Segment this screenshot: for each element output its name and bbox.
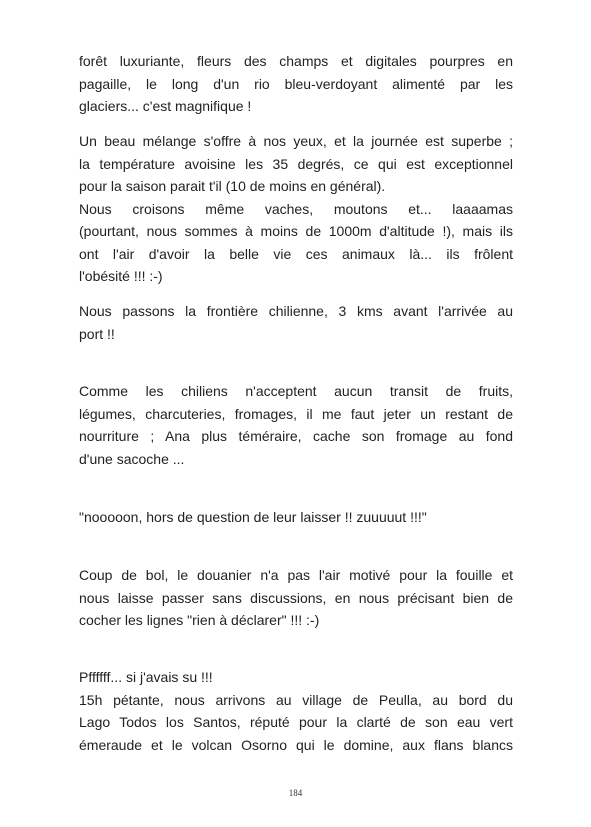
paragraph-6 — [79, 564, 513, 632]
text-line: 15h pétante, nous arrivons au village de Peulla, au bord du — [79, 691, 513, 708]
text-line: cocher les lignes "rien à déclarer" !!! :-) — [79, 612, 320, 628]
text-line: l'obésité !!! :-) — [79, 268, 163, 284]
text-line: émeraude et le volcan Osorno qui le domine, aux flans blancs — [79, 736, 513, 753]
text-line: pagaille, le long d'un rio bleu-verdoyant alimenté par les — [79, 75, 513, 92]
text-line: légumes, charcuteries, fromages, il me faut jeter un restant de — [79, 405, 513, 422]
text-line: nourriture ; Ana plus téméraire, cache son fromage au fond — [79, 428, 513, 444]
text-line: forêt luxuriante, fleurs des champs et digitales pourpres en — [79, 53, 513, 69]
page-number: 184 — [288, 788, 303, 798]
text-line: Nous croisons même vaches, moutons et... laaaamas — [79, 200, 513, 217]
text-line: (pourtant, nous sommes à moins de 1000m d'altitude !), mais ils — [79, 223, 513, 239]
text-line: ont l'air d'avoir la belle vie ces animaux là... ils frôlent — [79, 245, 513, 262]
text-line: Comme les chiliens n'acceptent aucun transit de fruits, — [79, 383, 513, 399]
paragraph-2 — [79, 130, 513, 288]
text-line: Nous passons la frontière chilienne, 3 kms avant l'arrivée au — [79, 303, 513, 319]
text-line: nous laisse passer sans discussions, en nous précisant bien de — [79, 589, 513, 606]
text-line: pour la saison parait t'il (10 de moins en général). — [79, 178, 386, 194]
text-line: glaciers... c'est magnifique ! — [79, 98, 252, 114]
text-line: Lago Todos los Santos, réputé pour la clarté de son eau vert — [79, 714, 513, 730]
text-line: port !! — [79, 325, 115, 342]
paragraph-3 — [79, 300, 513, 345]
paragraph-7 — [79, 666, 513, 756]
text-line: "nooooon, hors de question de leur laisser !! zuuuuut !!!" — [79, 509, 427, 525]
text-line: la température avoisine les 35 degrés, ce qui est exceptionnel — [79, 155, 513, 172]
text-line: d'une sacoche ... — [79, 450, 185, 467]
paragraph-4 — [79, 380, 513, 470]
text-line: Coup de bol, le douanier n'a pas l'air motivé pour la fouille et — [79, 567, 513, 583]
paragraph-5 — [79, 506, 513, 529]
text-line: Un beau mélange s'offre à nos yeux, et la journée est superbe ; — [79, 133, 513, 149]
text-line: Pffffff... si j'avais su !!! — [79, 669, 213, 685]
paragraph-1 — [79, 50, 513, 118]
